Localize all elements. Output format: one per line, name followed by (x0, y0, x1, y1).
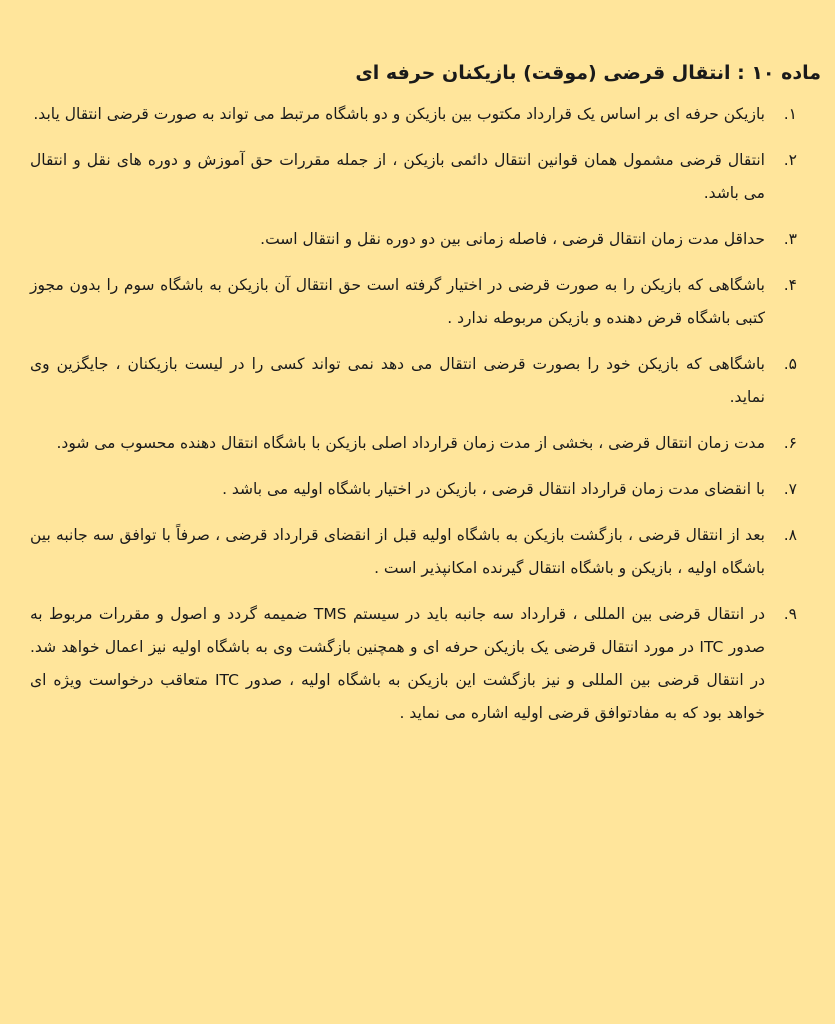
clause-number: ۷. (783, 480, 797, 498)
clause-item (30, 269, 821, 335)
clause-number: ۹. (783, 605, 797, 623)
clause-number: ۴. (783, 276, 797, 294)
clause-number: ۶. (783, 434, 797, 452)
clause-text: با انقضای مدت زمان قرارداد انتقال قرضی ، بازیکن در اختیار باشگاه اولیه می باشد . (222, 480, 765, 498)
clause-text: باشگاهی که بازیکن را به صورت قرضی در اختیار گرفته است حق انتقال آن بازیکن به باشگاه سوم را بدون مجوز کتبی باشگاه قرض دهنده و بازیکن مربوطه ندارد . (30, 276, 765, 327)
article-clauses-list (30, 98, 821, 730)
clause-item (30, 519, 821, 585)
clause-text: حداقل مدت زمان انتقال قرضی ، فاصله زمانی بین دو دوره نقل و انتقال است. (260, 230, 765, 248)
clause-number: ۸. (783, 526, 797, 544)
clause-text: انتقال قرضی مشمول همان قوانین انتقال دائمی بازیکن ، از جمله مقررات حق آموزش و دوره های نقل و انتقال می باشد. (30, 151, 765, 202)
clause-item (30, 427, 821, 460)
clause-item (30, 348, 821, 414)
clause-item (30, 223, 821, 256)
clause-text: مدت زمان انتقال قرضی ، بخشی از مدت زمان قرارداد اصلی بازیکن با باشگاه انتقال دهنده محسوب می شود. (56, 434, 765, 452)
clause-number: ۳. (783, 230, 797, 248)
clause-item (30, 598, 821, 730)
clause-text: بازیکن حرفه ای بر اساس یک قرارداد مکتوب بین بازیکن و دو باشگاه مرتبط می تواند به صورت قرضی انتقال یابد. (33, 105, 765, 123)
clause-text: بعد از انتقال قرضی ، بازگشت بازیکن به باشگاه اولیه قبل از انقضای قرارداد قرضی ، صرفاً با توافق سه جانبه بین باشگاه اولیه ، بازیکن و باشگاه انتقال گیرنده امکانپذیر است . (30, 526, 765, 577)
clause-item (30, 473, 821, 506)
article-title: ماده ۱۰ : انتقال قرضی (موقت) بازیکنان حرفه ای (355, 62, 821, 84)
clause-number: ۱. (783, 105, 797, 123)
clause-number: ۵. (783, 355, 797, 373)
clause-item (30, 98, 821, 131)
clause-text: در انتقال قرضی بین المللی ، قرارداد سه جانبه باید در سیستم TMS ضمیمه گردد و اصول و مقررات مربوط به صدور ITC در مورد انتقال قرضی یک بازیکن حرفه ای و همچنین بازگشت وی به باشگاه اولیه نیز اعمال خواهد شد. در انتقال قرضی بین المللی و نیز بازگشت این بازیکن به باشگاه اولیه ، صدور ITC متعاقب درخواست ویژه ای خواهد بود که به مفادتوافق قرضی اولیه اشاره می نماید . (30, 605, 765, 722)
clause-number: ۲. (783, 151, 797, 169)
clause-item (30, 144, 821, 210)
clause-text: باشگاهی که بازیکن خود را بصورت قرضی انتقال می دهد نمی تواند کسی را در لیست بازیکنان ، جایگزین وی نماید. (30, 355, 765, 406)
